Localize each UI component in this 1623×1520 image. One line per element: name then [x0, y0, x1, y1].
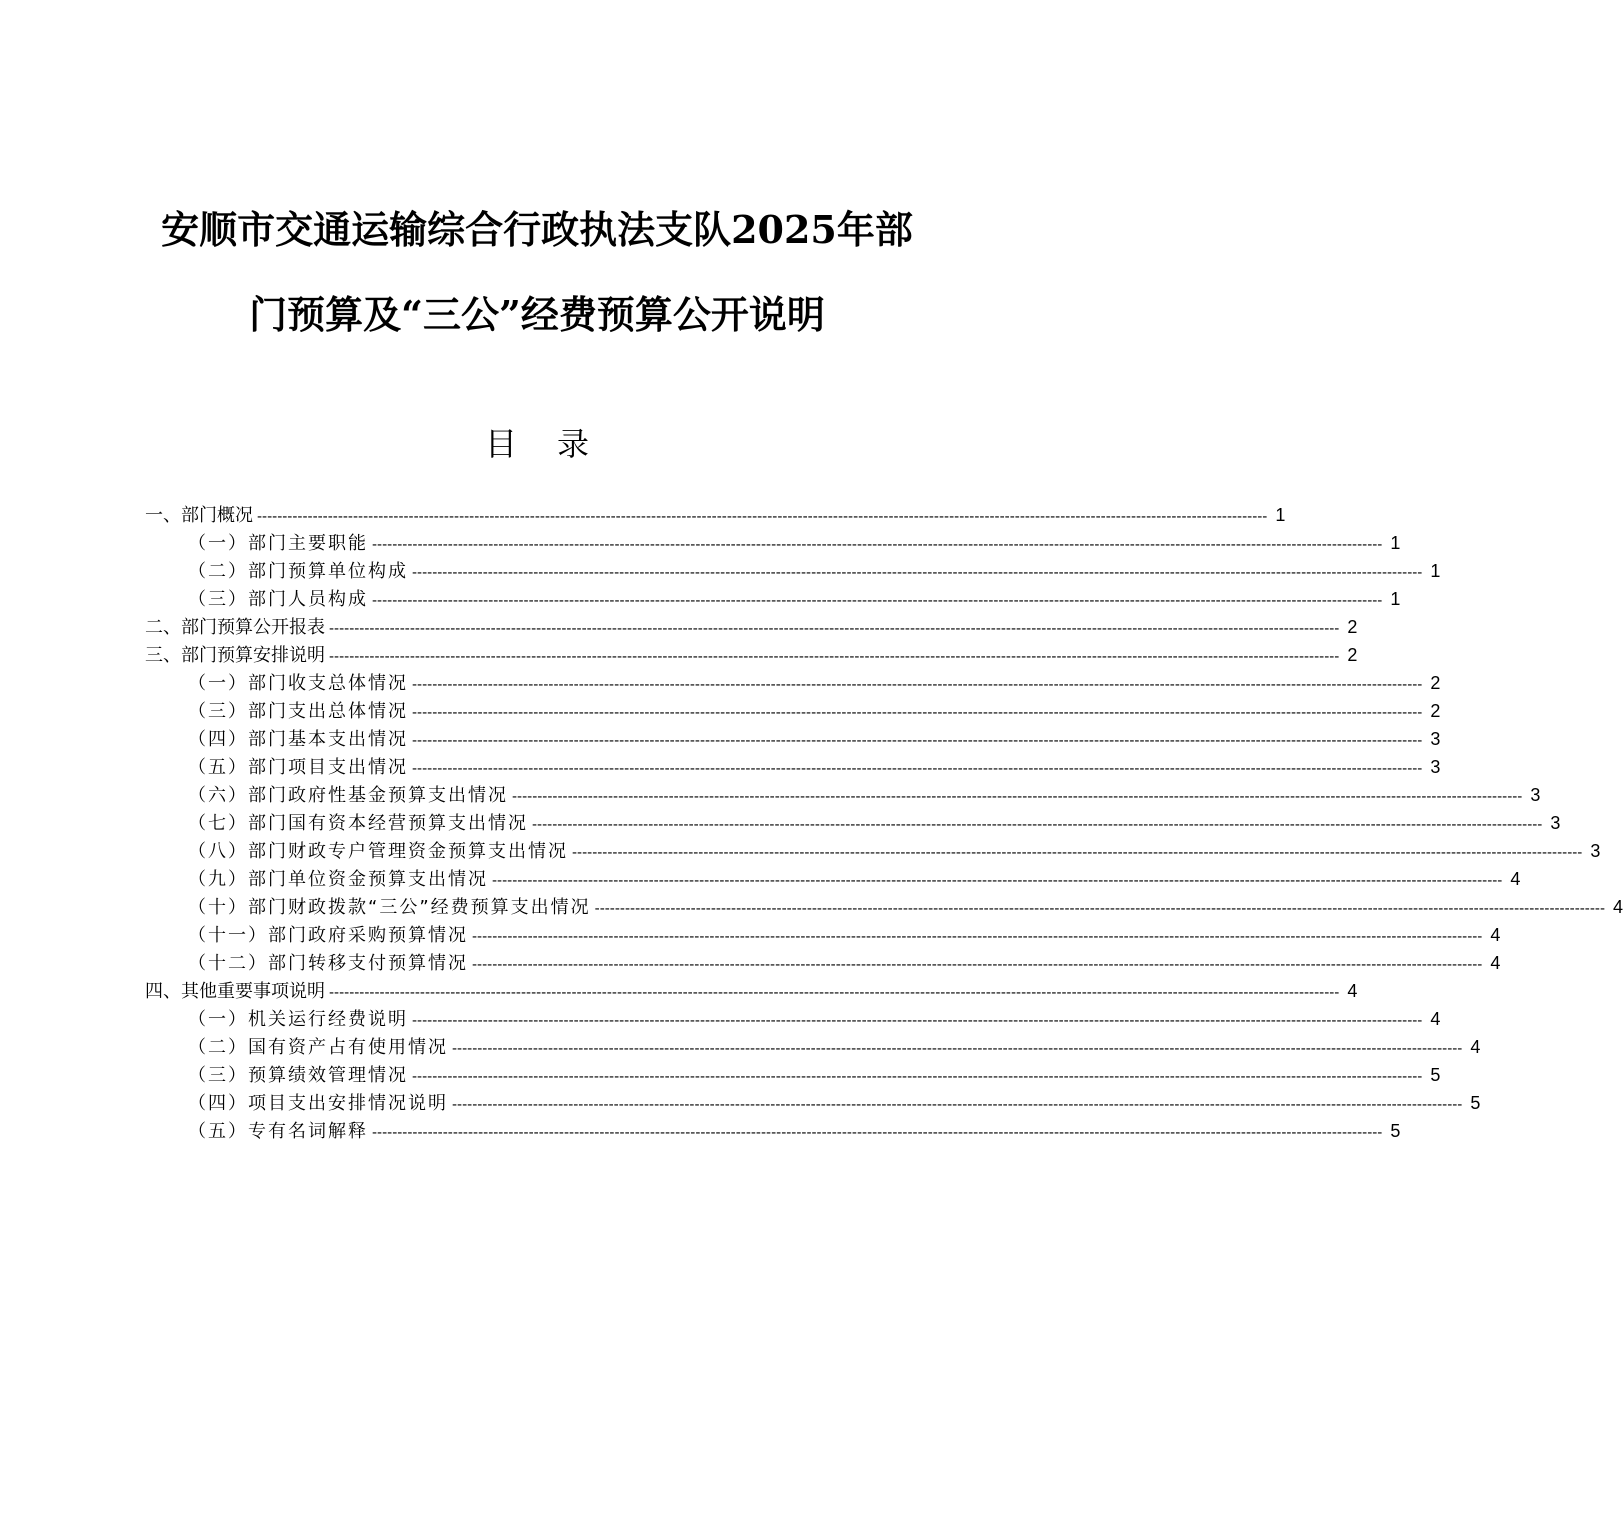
- toc-entry[interactable]: [145, 725, 1441, 753]
- toc-leader-dashes: --------------------------------------------------------------------------------------------------------------------------------------------------------------------------------------------------------: [594, 901, 1606, 917]
- toc-entry-page-number: 2: [1430, 701, 1441, 721]
- toc-entry-page-number: 3: [1430, 729, 1441, 749]
- toc-entry[interactable]: [145, 1033, 1481, 1061]
- table-of-contents: [145, 501, 1623, 1145]
- toc-entry[interactable]: [145, 949, 1501, 977]
- toc-entry-page-number: 4: [1613, 897, 1623, 917]
- toc-entry-label: （十一）部门政府采购预算情况: [188, 925, 468, 946]
- toc-entry-page-number: 5: [1430, 1065, 1441, 1085]
- toc-entry-label: （三）部门支出总体情况: [188, 701, 408, 722]
- toc-entry[interactable]: [145, 557, 1441, 585]
- toc-entry-page-number: 5: [1470, 1093, 1481, 1113]
- toc-entry-page-number: 2: [1430, 673, 1441, 693]
- toc-leader-dashes: --------------------------------------------------------------------------------------------------------------------------------------------------------------------------------------------------------: [452, 1097, 1463, 1113]
- toc-leader-dashes: --------------------------------------------------------------------------------------------------------------------------------------------------------------------------------------------------------: [412, 705, 1423, 721]
- toc-entry-label: 四、其他重要事项说明: [145, 981, 325, 1001]
- toc-entry[interactable]: [145, 809, 1561, 837]
- toc-entry-page-number: 1: [1390, 533, 1401, 553]
- toc-entry-label: （九）部门单位资金预算支出情况: [188, 869, 488, 890]
- toc-entry[interactable]: [145, 1117, 1401, 1145]
- toc-entry[interactable]: [145, 529, 1401, 557]
- toc-entry-label: （五）专有名词解释: [188, 1121, 368, 1142]
- toc-entry[interactable]: [145, 641, 1358, 669]
- toc-leader-dashes: --------------------------------------------------------------------------------------------------------------------------------------------------------------------------------------------------------: [572, 845, 1583, 861]
- toc-entry-label: （六）部门政府性基金预算支出情况: [188, 785, 508, 806]
- toc-entry-label: （八）部门财政专户管理资金预算支出情况: [188, 841, 568, 862]
- toc-entry[interactable]: [145, 865, 1521, 893]
- toc-entry-page-number: 3: [1550, 813, 1561, 833]
- toc-entry-page-number: 4: [1470, 1037, 1481, 1057]
- toc-leader-dashes: --------------------------------------------------------------------------------------------------------------------------------------------------------------------------------------------------------: [452, 1041, 1463, 1057]
- toc-leader-dashes: --------------------------------------------------------------------------------------------------------------------------------------------------------------------------------------------------------: [412, 733, 1423, 749]
- toc-entry[interactable]: [145, 753, 1441, 781]
- toc-entry-label: 一、部门概况: [145, 505, 253, 525]
- toc-leader-dashes: --------------------------------------------------------------------------------------------------------------------------------------------------------------------------------------------------------: [472, 957, 1483, 973]
- toc-leader-dashes: --------------------------------------------------------------------------------------------------------------------------------------------------------------------------------------------------------: [372, 1125, 1383, 1141]
- toc-entry-page-number: 3: [1530, 785, 1541, 805]
- toc-leader-dashes: --------------------------------------------------------------------------------------------------------------------------------------------------------------------------------------------------------: [329, 621, 1340, 637]
- toc-leader-dashes: --------------------------------------------------------------------------------------------------------------------------------------------------------------------------------------------------------: [512, 789, 1523, 805]
- toc-entry-page-number: 1: [1275, 505, 1286, 525]
- toc-leader-dashes: --------------------------------------------------------------------------------------------------------------------------------------------------------------------------------------------------------: [412, 677, 1423, 693]
- toc-entry-label: （三）预算绩效管理情况: [188, 1065, 408, 1086]
- toc-entry-page-number: 4: [1510, 869, 1521, 889]
- toc-entry-page-number: 4: [1490, 925, 1501, 945]
- toc-leader-dashes: --------------------------------------------------------------------------------------------------------------------------------------------------------------------------------------------------------: [412, 761, 1423, 777]
- toc-entry-label: （一）机关运行经费说明: [188, 1009, 408, 1030]
- toc-leader-dashes: --------------------------------------------------------------------------------------------------------------------------------------------------------------------------------------------------------: [412, 1013, 1423, 1029]
- toc-entry-page-number: 2: [1347, 617, 1358, 637]
- toc-leader-dashes: --------------------------------------------------------------------------------------------------------------------------------------------------------------------------------------------------------: [412, 1069, 1423, 1085]
- toc-leader-dashes: --------------------------------------------------------------------------------------------------------------------------------------------------------------------------------------------------------: [372, 537, 1383, 553]
- toc-entry-label: （七）部门国有资本经营预算支出情况: [188, 813, 528, 834]
- toc-entry[interactable]: [145, 669, 1441, 697]
- toc-entry-label: （四）部门基本支出情况: [188, 729, 408, 750]
- toc-entry-label: （四）项目支出安排情况说明: [188, 1093, 448, 1114]
- toc-heading: 目录: [484, 425, 629, 463]
- toc-entry-page-number: 3: [1430, 757, 1441, 777]
- toc-entry-label: （二）部门预算单位构成: [188, 561, 408, 582]
- toc-entry[interactable]: [145, 921, 1501, 949]
- toc-entry[interactable]: [145, 501, 1286, 529]
- toc-entry-label: （二）国有资产占有使用情况: [188, 1037, 448, 1058]
- toc-entry-page-number: 4: [1430, 1009, 1441, 1029]
- toc-entry[interactable]: [145, 1005, 1441, 1033]
- toc-entry[interactable]: [145, 585, 1401, 613]
- toc-entry[interactable]: [145, 613, 1358, 641]
- toc-entry-page-number: 1: [1430, 561, 1441, 581]
- toc-leader-dashes: --------------------------------------------------------------------------------------------------------------------------------------------------------------------------------------------------------: [412, 565, 1423, 581]
- toc-entry-page-number: 3: [1590, 841, 1601, 861]
- toc-entry-label: （五）部门项目支出情况: [188, 757, 408, 778]
- toc-leader-dashes: --------------------------------------------------------------------------------------------------------------------------------------------------------------------------------------------------------: [257, 509, 1268, 525]
- toc-entry-label: （十二）部门转移支付预算情况: [188, 953, 468, 974]
- toc-leader-dashes: --------------------------------------------------------------------------------------------------------------------------------------------------------------------------------------------------------: [492, 873, 1503, 889]
- toc-entry[interactable]: [145, 1061, 1441, 1089]
- toc-entry-label: （三）部门人员构成: [188, 589, 368, 610]
- toc-leader-dashes: --------------------------------------------------------------------------------------------------------------------------------------------------------------------------------------------------------: [532, 817, 1543, 833]
- toc-entry-label: 三、部门预算安排说明: [145, 645, 325, 665]
- toc-entry[interactable]: [145, 697, 1441, 725]
- toc-entry-page-number: 1: [1390, 589, 1401, 609]
- toc-entry-page-number: 4: [1490, 953, 1501, 973]
- toc-entry-label: （一）部门主要职能: [188, 533, 368, 554]
- toc-entry[interactable]: [145, 781, 1541, 809]
- toc-entry-label: 二、部门预算公开报表: [145, 617, 325, 637]
- toc-entry-label: （十）部门财政拨款“三公”经费预算支出情况: [188, 897, 591, 918]
- toc-leader-dashes: --------------------------------------------------------------------------------------------------------------------------------------------------------------------------------------------------------: [329, 985, 1340, 1001]
- toc-leader-dashes: --------------------------------------------------------------------------------------------------------------------------------------------------------------------------------------------------------: [329, 649, 1340, 665]
- toc-entry[interactable]: [145, 977, 1358, 1005]
- toc-leader-dashes: --------------------------------------------------------------------------------------------------------------------------------------------------------------------------------------------------------: [372, 593, 1383, 609]
- toc-entry[interactable]: [145, 893, 1623, 921]
- document-title-line-2: 门预算及“三公”经费预算公开说明: [249, 292, 825, 337]
- document-title-line-1: 安顺市交通运输综合行政执法支队2025年部: [161, 207, 913, 252]
- toc-entry-page-number: 5: [1390, 1121, 1401, 1141]
- toc-entry[interactable]: [145, 837, 1601, 865]
- toc-leader-dashes: --------------------------------------------------------------------------------------------------------------------------------------------------------------------------------------------------------: [472, 929, 1483, 945]
- toc-entry[interactable]: [145, 1089, 1481, 1117]
- toc-entry-label: （一）部门收支总体情况: [188, 673, 408, 694]
- toc-entry-page-number: 4: [1347, 981, 1358, 1001]
- toc-entry-page-number: 2: [1347, 645, 1358, 665]
